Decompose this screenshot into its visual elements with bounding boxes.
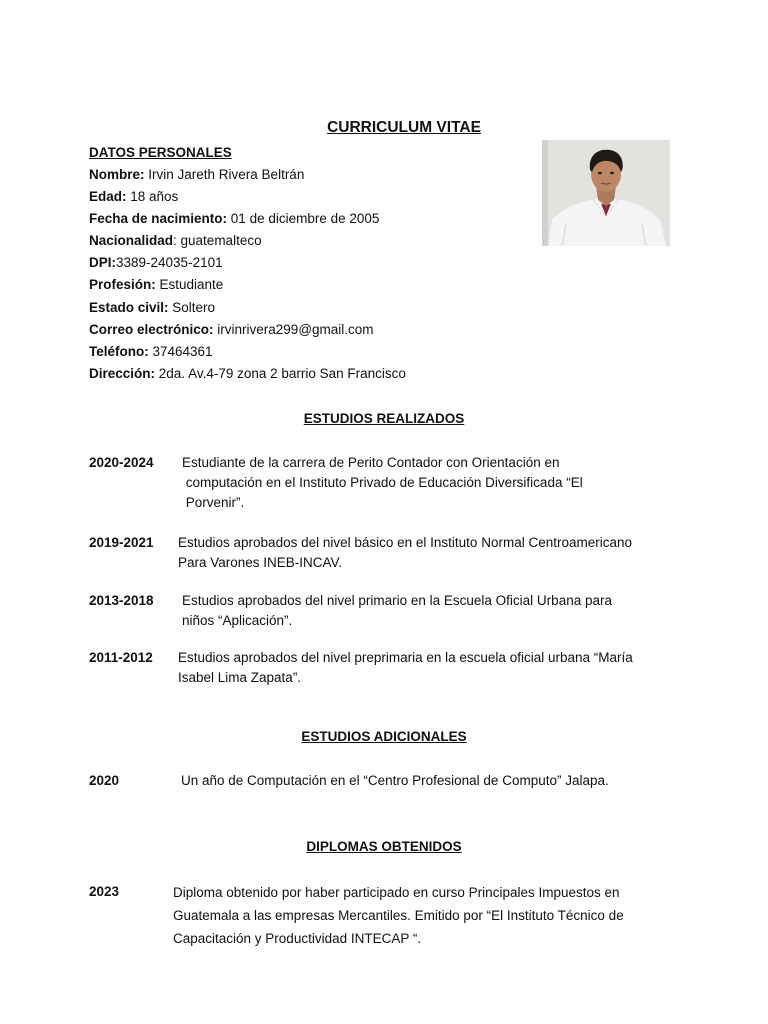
description-line: Estudios aprobados del nivel primario en la Escuela Oficial Urbana para — [182, 593, 612, 608]
studies-year: 2020-2024 — [89, 455, 154, 470]
field-name — [89, 167, 304, 182]
studies-year: 2011-2012 — [89, 650, 153, 665]
description-line: niños “Aplicación”. — [182, 613, 293, 628]
field-value: Estudiante — [155, 277, 224, 292]
field-address — [89, 366, 406, 381]
field-value: 01 de diciembre de 2005 — [227, 211, 380, 226]
profile-photo — [542, 140, 670, 246]
description-line: Estudiante de la carrera de Perito Contador con Orientación en — [182, 455, 560, 470]
field-label: Fecha de nacimiento: — [89, 211, 228, 226]
description-line: Diploma obtenido por haber participado en curso Principales Impuestos en — [173, 885, 620, 900]
description-line: Estudios aprobados del nivel básico en el Instituto Normal Centroamericano — [178, 535, 632, 550]
field-label: Profesión: — [89, 277, 156, 292]
description-line: Un año de Computación en el “Centro Profesional de Computo” Jalapa. — [181, 773, 609, 788]
field-birthdate — [89, 211, 379, 226]
field-profession — [89, 277, 223, 292]
field-label: Nombre: — [89, 167, 145, 182]
studies-year: 2013-2018 — [89, 593, 154, 608]
document-title: CURRICULUM VITAE — [327, 119, 481, 136]
field-label: Estado civil: — [89, 300, 169, 315]
additional-description — [181, 771, 609, 791]
field-value: 3389-24035-2101 — [116, 255, 223, 270]
studies-year: 2019-2021 — [89, 535, 154, 550]
description-line: Isabel Lima Zapata”. — [178, 670, 302, 685]
description-line: Para Varones INEB-INCAV. — [178, 555, 343, 570]
field-label: Dirección: — [89, 366, 156, 381]
field-phone — [89, 344, 213, 359]
field-marital-status — [89, 300, 215, 315]
studies-heading: ESTUDIOS REALIZADOS — [303, 411, 465, 426]
field-value: 37464361 — [148, 344, 213, 359]
field-value: : guatemalteco — [173, 233, 262, 248]
description-line: Guatemala a las empresas Mercantiles. Emitido por “El Instituto Técnico de — [173, 908, 624, 923]
field-dpi — [89, 255, 223, 270]
studies-description — [178, 533, 632, 573]
field-label: Edad: — [89, 189, 127, 204]
field-label: Nacionalidad — [89, 233, 174, 248]
studies-description — [182, 453, 583, 513]
additional-year: 2020 — [89, 773, 120, 788]
diploma-description — [173, 881, 624, 950]
studies-description — [182, 591, 612, 631]
field-email — [89, 322, 374, 337]
description-line: Porvenir”. — [182, 495, 245, 510]
description-line: computación en el Instituto Privado de Educación Diversificada “El — [182, 475, 583, 490]
field-value: Soltero — [168, 300, 216, 315]
field-label: DPI: — [89, 255, 116, 270]
field-value: 18 años — [126, 189, 179, 204]
field-value: 2da. Av.4-79 zona 2 barrio San Francisco — [155, 366, 406, 381]
field-label: Correo electrónico: — [89, 322, 214, 337]
diploma-year: 2023 — [89, 884, 120, 899]
studies-description — [178, 648, 633, 688]
field-label: Teléfono: — [89, 344, 149, 359]
field-value: Irvin Jareth Rivera Beltrán — [144, 167, 305, 182]
field-nationality — [89, 233, 262, 248]
personal-data-heading: DATOS PERSONALES — [89, 145, 232, 160]
description-line: Estudios aprobados del nivel preprimaria en la escuela oficial urbana “María — [178, 650, 633, 665]
field-age — [89, 189, 178, 204]
field-value: irvinrivera299@gmail.com — [213, 322, 374, 337]
description-line: Capacitación y Productividad INTECAP “. — [173, 931, 422, 946]
diplomas-heading: DIPLOMAS OBTENIDOS — [306, 839, 462, 854]
additional-studies-heading: ESTUDIOS ADICIONALES — [301, 729, 467, 744]
portrait-image — [542, 140, 670, 246]
